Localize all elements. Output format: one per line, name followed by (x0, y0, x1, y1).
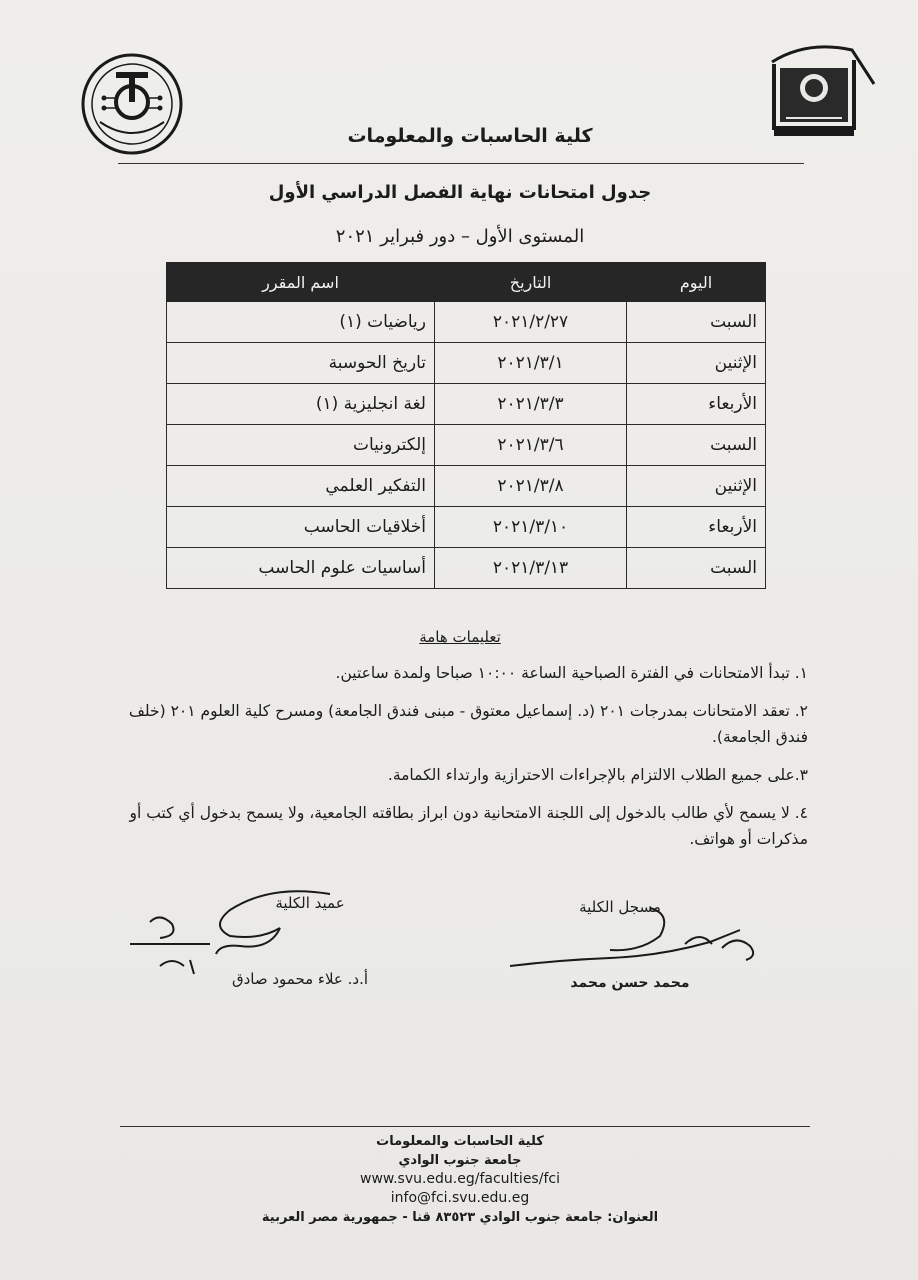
table-row (167, 343, 766, 384)
dean-title: عميد الكلية (275, 894, 345, 912)
footer-address: العنوان: جامعة جنوب الوادي ٨٣٥٢٣ قنا - جمهورية مصر العربية (261, 1210, 659, 1225)
course-cell: أخلاقيات الحاسب (167, 507, 435, 548)
footer-website-link[interactable]: www.svu.edu.eg/faculties/fci (360, 1171, 560, 1187)
university-seal-icon (762, 40, 882, 140)
exam-schedule-table (166, 262, 766, 589)
day-cell: السبت (627, 425, 766, 466)
date-cell: ٢٠٢١/٣/١٠ (435, 507, 627, 548)
day-cell: الأربعاء (627, 384, 766, 425)
course-cell: إلكترونيات (167, 425, 435, 466)
day-cell: السبت (627, 302, 766, 343)
instruction-item: ٤. لا يسمح لأي طالب بالدخول إلى اللجنة الامتحانية دون ابراز بطاقته الجامعية، ولا يسمح بدخول أي كتب أو مذكرات أو هواتف. (129, 804, 808, 848)
course-cell: تاريخ الحوسبة (167, 343, 435, 384)
header-divider (118, 163, 804, 164)
table-row (167, 466, 766, 507)
course-cell: رياضيات (١) (167, 302, 435, 343)
table-row (167, 425, 766, 466)
dean-name: أ.د. علاء محمود صادق (231, 970, 369, 988)
table-row (167, 507, 766, 548)
column-header-course: اسم المقرر (167, 263, 435, 302)
course-cell: التفكير العلمي (167, 466, 435, 507)
instructions-list (112, 660, 808, 864)
column-header-day: اليوم (627, 263, 766, 302)
day-cell: السبت (627, 548, 766, 589)
table-row (167, 384, 766, 425)
instructions-heading: تعليمات هامة (419, 628, 501, 646)
faculty-title: كلية الحاسبات والمعلومات (347, 125, 593, 147)
table-header-row (167, 263, 766, 302)
column-header-date: التاريخ (435, 263, 627, 302)
date-cell: ٢٠٢١/٣/٨ (435, 466, 627, 507)
table-row (167, 548, 766, 589)
table-row (167, 302, 766, 343)
date-cell: ٢٠٢١/٣/١ (435, 343, 627, 384)
registrar-name: محمد حسن محمد (570, 975, 690, 991)
footer-divider (120, 1126, 810, 1127)
faculty-logo-icon (80, 52, 184, 156)
date-cell: ٢٠٢١/٣/٣ (435, 384, 627, 425)
registrar-title: مسجل الكلية (579, 898, 661, 916)
course-cell: لغة انجليزية (١) (167, 384, 435, 425)
date-cell: ٢٠٢١/٢/٢٧ (435, 302, 627, 343)
course-cell: أساسيات علوم الحاسب (167, 548, 435, 589)
instruction-item: ٢. تعقد الامتحانات بمدرجات ٢٠١ (د. إسماعيل معتوق - مبنى فندق الجامعة) ومسرح كلية العلوم ٢٠١ (خلف فندق الجامعة). (128, 702, 808, 746)
footer-university: جامعة جنوب الوادي (398, 1153, 522, 1168)
day-cell: الإثنين (627, 466, 766, 507)
instruction-item: ٣.على جميع الطلاب الالتزام بالإجراءات الاحترازية وارتداء الكمامة. (387, 766, 808, 784)
footer-email-link[interactable]: info@fci.svu.edu.eg (390, 1190, 530, 1206)
schedule-title: جدول امتحانات نهاية الفصل الدراسي الأول (268, 182, 652, 203)
date-cell: ٢٠٢١/٣/١٣ (435, 548, 627, 589)
day-cell: الأربعاء (627, 507, 766, 548)
day-cell: الإثنين (627, 343, 766, 384)
footer (240, 1132, 680, 1227)
footer-faculty: كلية الحاسبات والمعلومات (376, 1134, 544, 1149)
instruction-item: ١. تبدأ الامتحانات في الفترة الصباحية الساعة ١٠:٠٠ صباحا ولمدة ساعتين. (335, 664, 808, 682)
schedule-subtitle: المستوى الأول – دور فبراير ٢٠٢١ (335, 226, 585, 247)
date-cell: ٢٠٢١/٣/٦ (435, 425, 627, 466)
